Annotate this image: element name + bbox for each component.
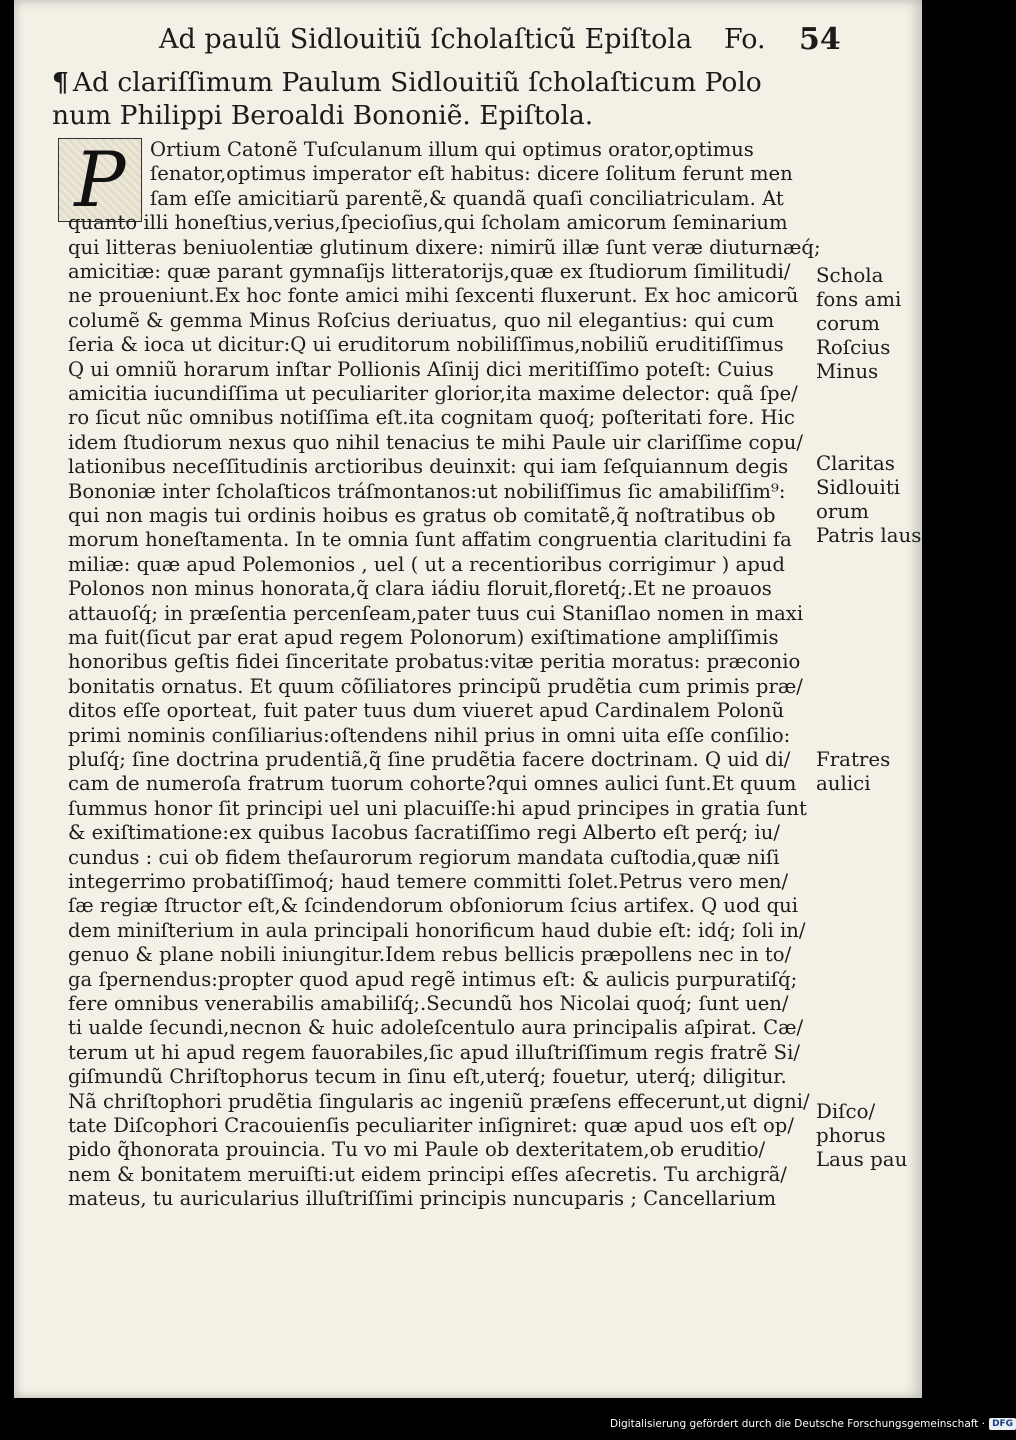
text-line: qui litteras beniuolentiæ glutinum dixere: nimirũ illæ ſunt veræ diuturnæq́; [68,235,821,259]
text-line: ga ſpernendus:propter quod apud regẽ intimus eſt: & aulicis purpuratiſq́; [68,967,798,991]
text-line: primi nominis conſiliarius:oſtendens nihil prius in omni uita eſſe conſilio: [68,723,791,747]
text-line: Ortium Catonẽ Tuſculanum illum qui optimus orator,optimus [150,138,754,161]
folio-number: 54 [799,22,841,57]
text-line: quanto illi honeſtius,verius,ſpecioſius,qui ſcholam amicorum ſeminarium [68,211,788,235]
text-line: attauoſq́; in præſentia percenſeam,pater tuus cui Staniſlao nomen in maxi [68,601,804,625]
dfg-logo: DFG [989,1418,1016,1430]
text-line: fere omnibus venerabilis amabiliſq́;.Secundũ hos Nicolai quoq́; ſunt uen/ [68,992,789,1015]
text-line: Bononiæ inter ſcholaſticos tráſmontanos:ut nobiliſſimus ſic amabiliſſim⁹: [68,479,786,503]
text-line: Nã chriſtophori prudẽtia ſingularis ac ingeniũ præſens effecerunt,ut digni/ [68,1089,810,1113]
text-line: ti ualde ſecundi,necnon & huic adoleſcentulo aura principalis aſpirat. Cæ/ [68,1016,804,1040]
text-line: cundus : cui ob fidem theſaurorum regiorum mandata cuſtodia,quæ niſi [68,845,780,869]
text-line: terum ut hi apud regem fauorabiles,ſic apud illuſtriſſimum regis fratrẽ Si/ [68,1040,800,1064]
text-line: lationibus neceſſitudinis arctioribus deuinxit: qui iam ſeſquiannum degis [68,455,789,479]
heading-line-2: num Philippi Beroaldi Bononiẽ. Epiſtola. [52,100,594,131]
text-line: morum honeſtamenta. In te omnia ſunt affatim congruentia claritudini fa [68,528,792,552]
text-line: ſæ regiæ ſtructor eſt,& ſcindendorum obſoniorum ſcius artifex. Q uod qui [68,894,798,918]
text-line: ſenator,optimus imperator eſt habitus: dicere ſolitum ferunt men [150,162,793,186]
running-head-title: Ad paulũ Sidlouitiũ ſcholaſticũ Epiſtola [159,24,693,55]
text-line: idem ſtudiorum nexus quo nihil tenacius te mihi Paule uir clariſſime copu/ [68,430,803,454]
heading-text-1: Ad clariſſimum Paulum Sidlouitiũ ſcholaſticum Polo [72,67,762,98]
margin-note: Diſco/ phorus Laus pau [816,1100,908,1171]
text-line: cam de numeroſa fratrum tuorum cohorte?qui omnes aulici ſunt.Et quum [68,772,797,796]
text-line: ma fuit(ſicut par erat apud regem Polonorum) exiſtimatione ampliſſimis [68,626,779,649]
text-line: honoribus geſtis fidei ſinceritate probatus:vitæ peritia moratus: præconio [68,650,801,674]
text-line: ne proueniunt.Ex hoc fonte amici mihi ſexcenti fluxerunt. Ex hoc amicorũ [68,284,799,308]
footer [610,1416,1016,1432]
margin-note: Fratres aulici [816,748,891,795]
text-line: tate Diſcophori Cracouienſis peculiariter inſigniret: quæ apud uos eſt op/ [68,1114,794,1137]
text-line: & exiſtimatione:ex quibus Iacobus ſacratiſſimo regi Alberto eſt perq́; iu/ [68,821,780,845]
text-line: ſam eſſe amicitiarũ parentẽ,& quandã quaſi conciliatriculam. At [150,186,784,210]
text-line: Q ui omniũ horarum inſtar Pollionis Aſinij dici meritiſſimo poteſt: Cuius [68,357,774,381]
book-page [14,0,922,1398]
text-line: qui non magis tui ordinis hoibus es gratus ob comitatẽ,q̃ noſtratibus ob [68,504,776,527]
text-line: miliæ: quæ apud Polemonios , uel ( ut a recentioribus corrigimur ) apud [68,552,785,576]
heading-line-1 [52,66,812,99]
pilcrow-icon: ¶ [52,67,69,98]
text-line: amicitia iucundiſſima ut peculiariter glorior,ita maxime delector: quã ſpe/ [68,382,798,405]
text-line: giſmundũ Chriſtophorus tecum in ſinu eſt,uterq́; fouetur, uterq́; diligitur. [68,1065,787,1089]
text-line: columẽ & gemma Minus Roſcius deriuatus, quo nil elegantius: qui cum [68,308,775,332]
text-line: dem miniſterium in aula principali honorificum haud dubie eſt: idq́; ſoli in/ [68,918,806,942]
text-line: ſeria & ioca ut dicitur:Q ui eruditorum nobiliſſimus,nobiliũ eruditiſſimus [68,333,784,357]
text-line: nem & bonitatem meruiſti:ut eidem principi eſſes aſecretis. Tu archigrã/ [68,1162,787,1186]
text-line: ditos eſſe oporteat, fuit pater tuus dum viueret apud Cardinalem Polonũ [68,699,785,723]
text-line: bonitatis ornatus. Et quum cõſiliatores principũ prudẽtia cum primis præ/ [68,674,803,698]
text-line: Polonos non minus honorata,q̃ clara iádiu floruit,floretq́;.Et ne proauos [68,577,772,601]
decorated-initial: P [58,138,142,222]
text-line: mateus, tu auricularius illuſtriſſimi principis nuncuparis ; Cancellarium [68,1187,777,1211]
text-line: ſummus honor ſit principi uel uni placuiſſe:hi apud principes in gratia ſunt [68,796,807,820]
text-line: pido q̃honorata prouincia. Tu vo mi Paule ob dexteritatem,ob eruditio/ [68,1138,766,1162]
letter-heading [52,66,812,132]
text-line: integerrimo probatiſſimoq́; haud temere committi ſolet.Petrus vero men/ [68,870,789,893]
text-line: amicitiæ: quæ parant gymnaſijs litteratorijs,quæ ex ſtudiorum ſimilitudi/ [68,260,791,283]
running-head [159,24,899,58]
margin-note: Claritas Sidlouiti orum Patris laus [816,452,922,547]
folio-label: Fo. [724,24,766,55]
footer-text: Digitalisierung gefördert durch die Deutsche Forschungsgemeinschaft · [610,1418,986,1430]
text-line: ro ſicut nũc omnibus notiſſima eſt.ita cognitam quoq́; poſteritati fore. Hic [68,406,795,430]
margin-note: Schola fons ami corum Roſcius Minus [816,264,902,383]
text-line: pluſq́; ſine doctrina prudentiã,q̃ ſine prudẽtia facere doctrinam. Q uid di/ [68,748,791,771]
text-line: genuo & plane nobili iniungitur.Idem rebus bellicis præpollens nec in to/ [68,943,792,967]
